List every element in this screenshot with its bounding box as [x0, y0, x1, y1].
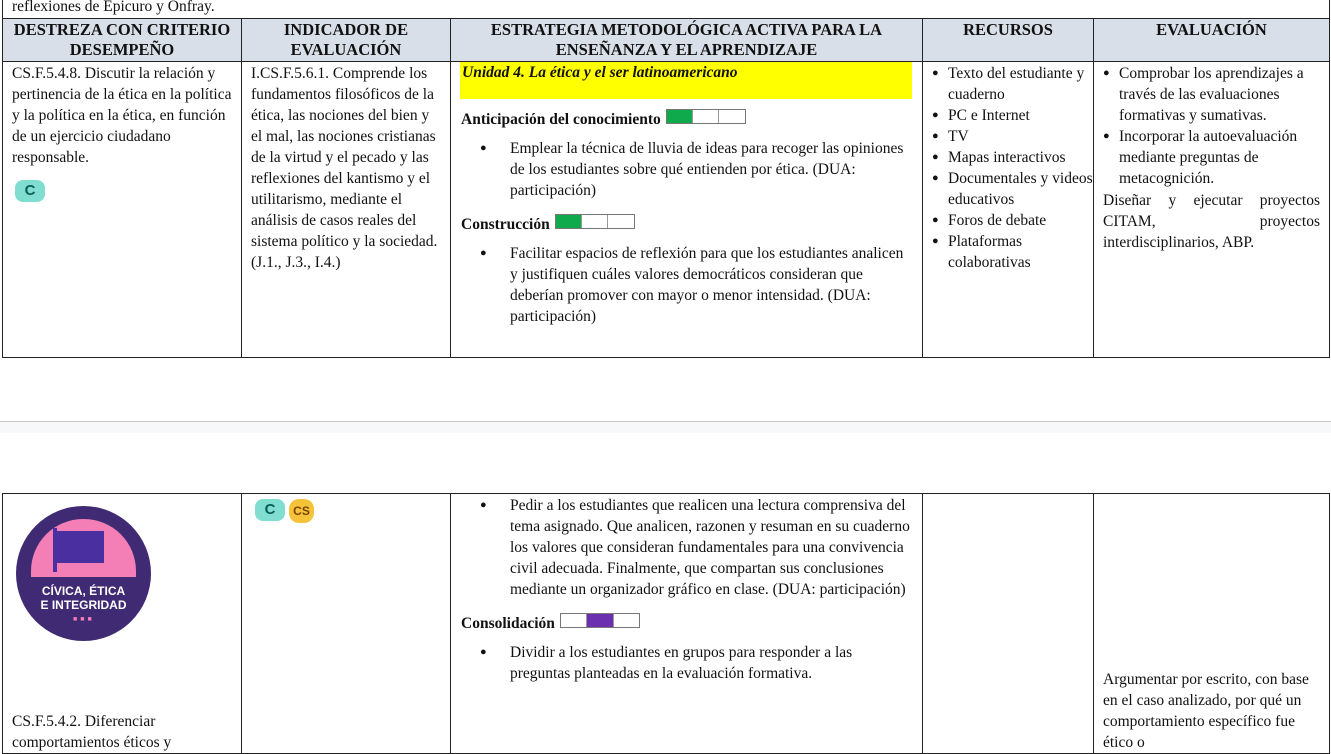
planning-table-1: [2, 18, 1330, 358]
destreza-cell: [3, 494, 242, 754]
list-item: ● Plataformas colaborativas: [948, 231, 1093, 273]
evaluacion-text: Diseñar y ejecutar proyectos CITAM, proyectos interdisciplinarios, ABP.: [1103, 192, 1320, 251]
competency-c-icon: C: [15, 180, 45, 202]
list-item: ● Foros de debate: [948, 210, 1093, 231]
list-item: ● Texto del estudiante y cuaderno: [948, 63, 1093, 105]
construccion-list: [451, 243, 922, 327]
destreza-cell: [3, 62, 242, 358]
competency-cs-icon: CS: [289, 499, 314, 523]
recursos-list: [923, 62, 1093, 273]
header-evaluacion: EVALUACIÓN: [1094, 19, 1330, 62]
phase-title: Anticipación del conocimiento: [461, 111, 661, 128]
evaluacion-list: [1094, 62, 1329, 189]
list-item: ● Pedir a los estudiantes que realicen una lectura comprensiva del tema asignado. Que analicen, razonen y resuman en su cuaderno los valores que consideran fundamentales para una convivencia civil adecuada. Finalmente, que compartan sus conclusiones mediante un organizador gráfico en clase. (DUA: participación): [510, 495, 912, 600]
flag-icon: [56, 531, 104, 563]
unit-title: Unidad 4. La ética y el ser latinoamericano: [460, 62, 912, 99]
list-item: ● Facilitar espacios de reflexión para que los estudiantes analicen y justifiquen cuáles valores democráticos consideran que deberían promover con mayor o menor intensidad. (DUA: participación): [510, 243, 912, 327]
list-item: ● Documentales y videos educativos: [948, 168, 1093, 210]
destreza-text: CS.F.5.4.8. Discutir la relación y pertinencia de la ética en la política y la política en la ética, en función de un ejercicio ciudadano responsable.: [12, 65, 232, 166]
document-page-2: [0, 433, 1331, 751]
list-item: ● Incorporar la autoevaluación mediante preguntas de metacognición.: [1119, 126, 1329, 189]
recursos-cell: [923, 494, 1094, 754]
indicador-cell: [242, 494, 451, 754]
estrategia-cell: [451, 62, 923, 358]
destreza-text: CS.F.5.4.2. Diferenciar comportamientos éticos y: [12, 713, 172, 751]
estrategia-cell: [451, 494, 923, 754]
evaluacion-text: Argumentar por escrito, con base en el caso analizado, por qué un comportamiento específico fue ético o: [1103, 671, 1309, 751]
planning-table-2: [2, 493, 1330, 754]
consolidacion-list: [451, 642, 922, 684]
list-item: ● Comprobar los aprendizajes a través de las evaluaciones formativas y sumativas.: [1119, 63, 1329, 126]
header-destreza: DESTREZA CON CRITERIO DESEMPEÑO: [3, 19, 242, 62]
phase-progress-bar: [555, 214, 635, 229]
list-item: ● PC e Internet: [948, 105, 1093, 126]
list-item: ● Emplear la técnica de lluvia de ideas para recoger las opiniones de los estudiantes sobre qué entienden por ética. (DUA: participación): [510, 138, 912, 201]
phase-construccion: [461, 214, 922, 235]
list-item: ● Mapas interactivos: [948, 147, 1093, 168]
indicador-text: I.CS.F.5.6.1. Comprende los fundamentos filosóficos de la ética, las nociones del bien y el mal, las nociones cristianas de la virtud y el pecado y las reflexiones del kantismo y el utilitarismo, mediante el análisis de casos reales del sistema político y la sociedad. (J.1., J.3., I.4.): [251, 65, 438, 271]
phase-title: Consolidación: [461, 615, 555, 632]
header-indicador: INDICADOR DE EVALUACIÓN: [242, 19, 451, 62]
competency-c-icon: C: [255, 499, 285, 521]
list-item: ● Dividir a los estudiantes en grupos para responder a las preguntas planteadas en la evaluación formativa.: [510, 642, 912, 684]
construccion-list-cont: [451, 495, 922, 600]
header-estrategia: ESTRATEGIA METODOLÓGICA ACTIVA PARA LA ENSEÑANZA Y EL APRENDIZAJE: [451, 19, 923, 62]
list-item: ● TV: [948, 126, 1093, 147]
evaluacion-cell: [1094, 494, 1330, 754]
carryover-text: reflexiones de Epicuro y Onfray.: [12, 0, 215, 15]
phase-consolidacion: [461, 613, 922, 634]
phase-title: Construcción: [461, 216, 550, 233]
phase-anticipacion: [461, 109, 922, 130]
phase-progress-bar: [666, 109, 746, 124]
phase-progress-bar: [560, 613, 640, 628]
recursos-cell: [923, 62, 1094, 358]
anticipacion-list: [451, 138, 922, 201]
header-recursos: RECURSOS: [923, 19, 1094, 62]
evaluacion-cell: [1094, 62, 1330, 358]
indicador-cell: [242, 62, 451, 358]
civica-etica-integridad-logo: CÍVICA, ÉTICA E INTEGRIDAD ■■■: [16, 506, 151, 641]
